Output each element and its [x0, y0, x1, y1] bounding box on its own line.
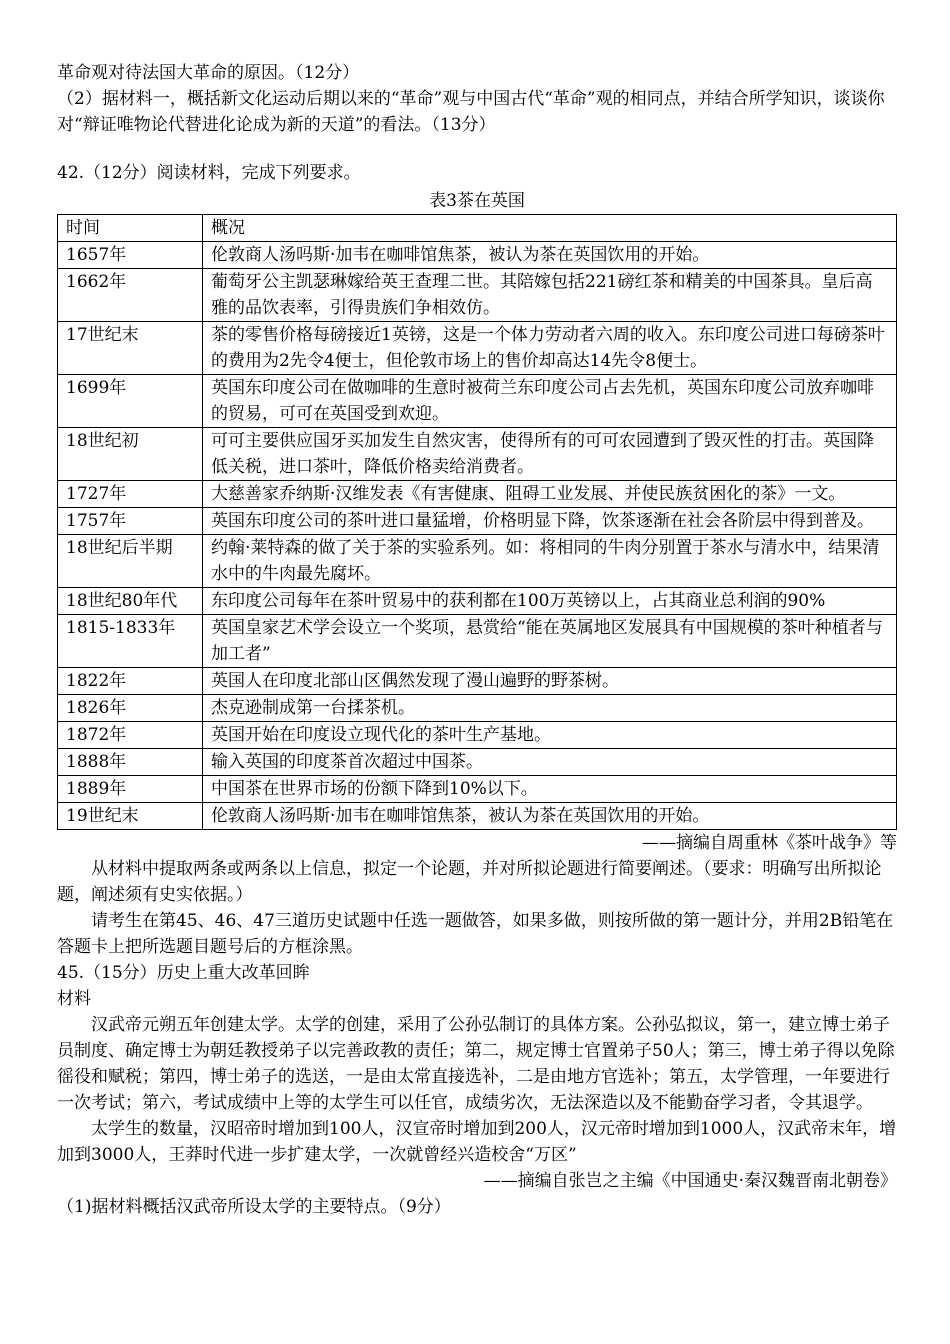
row-time: 18世纪后半期 — [58, 535, 203, 588]
row-description: 中国茶在世界市场的份额下降到10%以下。 — [203, 776, 897, 803]
material-paragraph-1: 汉武帝元朔五年创建太学。太学的创建，采用了公孙弘制订的具体方案。公孙弘拟议，第一，建立博士弟子员制度、确定博士为朝廷教授弟子以完善政教的责任；第二，规定博士官置弟子50人；第三，博士弟子得以免除徭役和赋税；第四，博士弟子的选送，一是由太常直接选补，二是由地方官选补；第五，太学管理，一年要进行一次考试；第六，考试成绩中上等的太学生可以任官，成绩劣次，无法深造以及不能勤奋学习者，令其退学。 — [57, 1015, 895, 1113]
table-header-row — [58, 215, 897, 242]
row-description: 茶的零售价格每磅接近1英镑，这是一个体力劳动者六周的收入。东印度公司进口每磅茶叶的费用为2先令4便士，但伦敦市场上的售价却高达14先令8便士。 — [203, 322, 897, 375]
table-row — [58, 508, 897, 535]
table-row — [58, 722, 897, 749]
row-time: 1888年 — [58, 749, 203, 776]
row-time: 1727年 — [58, 481, 203, 508]
table-row — [58, 588, 897, 615]
row-time: 1889年 — [58, 776, 203, 803]
table-row — [58, 481, 897, 508]
row-description: 葡萄牙公主凯瑟琳嫁给英王查理二世。其陪嫁包括221磅红茶和精美的中国茶具。皇后高雅的品饮表率，引得贵族们争相效仿。 — [203, 269, 897, 322]
selection-instruction: 请考生在第45、46、47三道历史试题中任选一题做答，如果多做，则按所做的第一题计分，并用2B铅笔在答题卡上把所选题目题号后的方框涂黑。 — [57, 911, 894, 957]
tea-table — [57, 214, 897, 830]
row-time: 1822年 — [58, 668, 203, 695]
table-row — [58, 269, 897, 322]
table-row — [58, 695, 897, 722]
row-time: 17世纪末 — [58, 322, 203, 375]
table-title: 表3茶在英国 — [429, 191, 525, 211]
row-description: 约翰·莱特森的做了关于茶的实验系列。如：将相同的牛肉分别置于茶水与清水中，结果清水中的牛肉最先腐坏。 — [203, 535, 897, 588]
row-description: 输入英国的印度茶首次超过中国茶。 — [203, 749, 897, 776]
row-time: 1757年 — [58, 508, 203, 535]
table-row — [58, 668, 897, 695]
material-source: ——摘编自张岂之主编《中国通史·秦汉魏晋南北朝卷》 — [483, 1171, 897, 1191]
table-row — [58, 242, 897, 269]
row-description: 伦敦商人汤吗斯·加韦在咖啡馆焦茶，被认为茶在英国饮用的开始。 — [203, 242, 897, 269]
table-row — [58, 535, 897, 588]
row-time: 1872年 — [58, 722, 203, 749]
intro-line: 革命观对待法国大革命的原因。（12分） — [57, 63, 360, 83]
row-time: 1662年 — [58, 269, 203, 322]
row-time: 1699年 — [58, 375, 203, 428]
row-description: 杰克逊制成第一台揉茶机。 — [203, 695, 897, 722]
row-time: 1826年 — [58, 695, 203, 722]
column-header-desc: 概况 — [203, 215, 897, 242]
table-source: ——摘编自周重林《茶叶战争》等 — [642, 833, 897, 853]
table-row — [58, 322, 897, 375]
material-label: 材料 — [57, 989, 91, 1009]
row-description: 大慈善家乔纳斯·汉维发表《有害健康、阻碍工业发展、并使民族贫困化的茶》一文。 — [203, 481, 897, 508]
table-row — [58, 375, 897, 428]
table-row — [58, 428, 897, 481]
row-description: 可可主要供应国牙买加发生自然灾害，使得所有的可可农园遭到了毁灭性的打击。英国降低关税，进口茶叶，降低价格卖给消费者。 — [203, 428, 897, 481]
column-header-time: 时间 — [58, 215, 203, 242]
question-42-heading: 42.（12分）阅读材料，完成下列要求。 — [57, 163, 361, 183]
table-row — [58, 749, 897, 776]
row-time: 19世纪末 — [58, 803, 203, 830]
table-row — [58, 803, 897, 830]
row-time: 18世纪80年代 — [58, 588, 203, 615]
row-description: 英国人在印度北部山区偶然发现了漫山遍野的野茶树。 — [203, 668, 897, 695]
table-row — [58, 615, 897, 668]
exam-page — [57, 60, 897, 1220]
row-description: 英国开始在印度设立现代化的茶叶生产基地。 — [203, 722, 897, 749]
question-45-heading: 45.（15分）历史上重大改革回眸 — [57, 963, 310, 983]
question-42-prompt: 从材料中提取两条或两条以上信息，拟定一个论题，并对所拟论题进行简要阐述。（要求：明确写出所拟论题，阐述须有史实依据。） — [57, 859, 882, 905]
row-description: 东印度公司每年在茶叶贸易中的获利都在100万英镑以上，占其商业总利润的90% — [203, 588, 897, 615]
material-paragraph-2: 太学生的数量，汉昭帝时增加到100人，汉宣帝时增加到200人，汉元帝时增加到1000人，汉武帝末年，增加到3000人，王莽时代进一步扩建太学，一次就曾经兴造校舍“万区” — [57, 1119, 897, 1165]
row-description: 英国皇家艺术学会设立一个奖项，悬赏给“能在英属地区发展具有中国规模的茶叶种植者与加工者” — [203, 615, 897, 668]
question-2: （2）据材料一，概括新文化运动后期以来的“革命”观与中国古代“革命”观的相同点，并结合所学知识，谈谈你对“辩证唯物论代替进化论成为新的天道”的看法。（13分） — [57, 89, 885, 135]
row-description: 伦敦商人汤吗斯·加韦在咖啡馆焦茶，被认为茶在英国饮用的开始。 — [203, 803, 897, 830]
row-time: 1815-1833年 — [58, 615, 203, 668]
question-45-1: （1)据材料概括汉武帝所设太学的主要特点。（9分） — [57, 1197, 451, 1217]
row-description: 英国东印度公司在做咖啡的生意时被荷兰东印度公司占去先机，英国东印度公司放弃咖啡的贸易，可可在英国受到欢迎。 — [203, 375, 897, 428]
row-description: 英国东印度公司的茶叶进口量猛增，价格明显下降，饮茶逐渐在社会各阶层中得到普及。 — [203, 508, 897, 535]
row-time: 1657年 — [58, 242, 203, 269]
table-row — [58, 776, 897, 803]
row-time: 18世纪初 — [58, 428, 203, 481]
